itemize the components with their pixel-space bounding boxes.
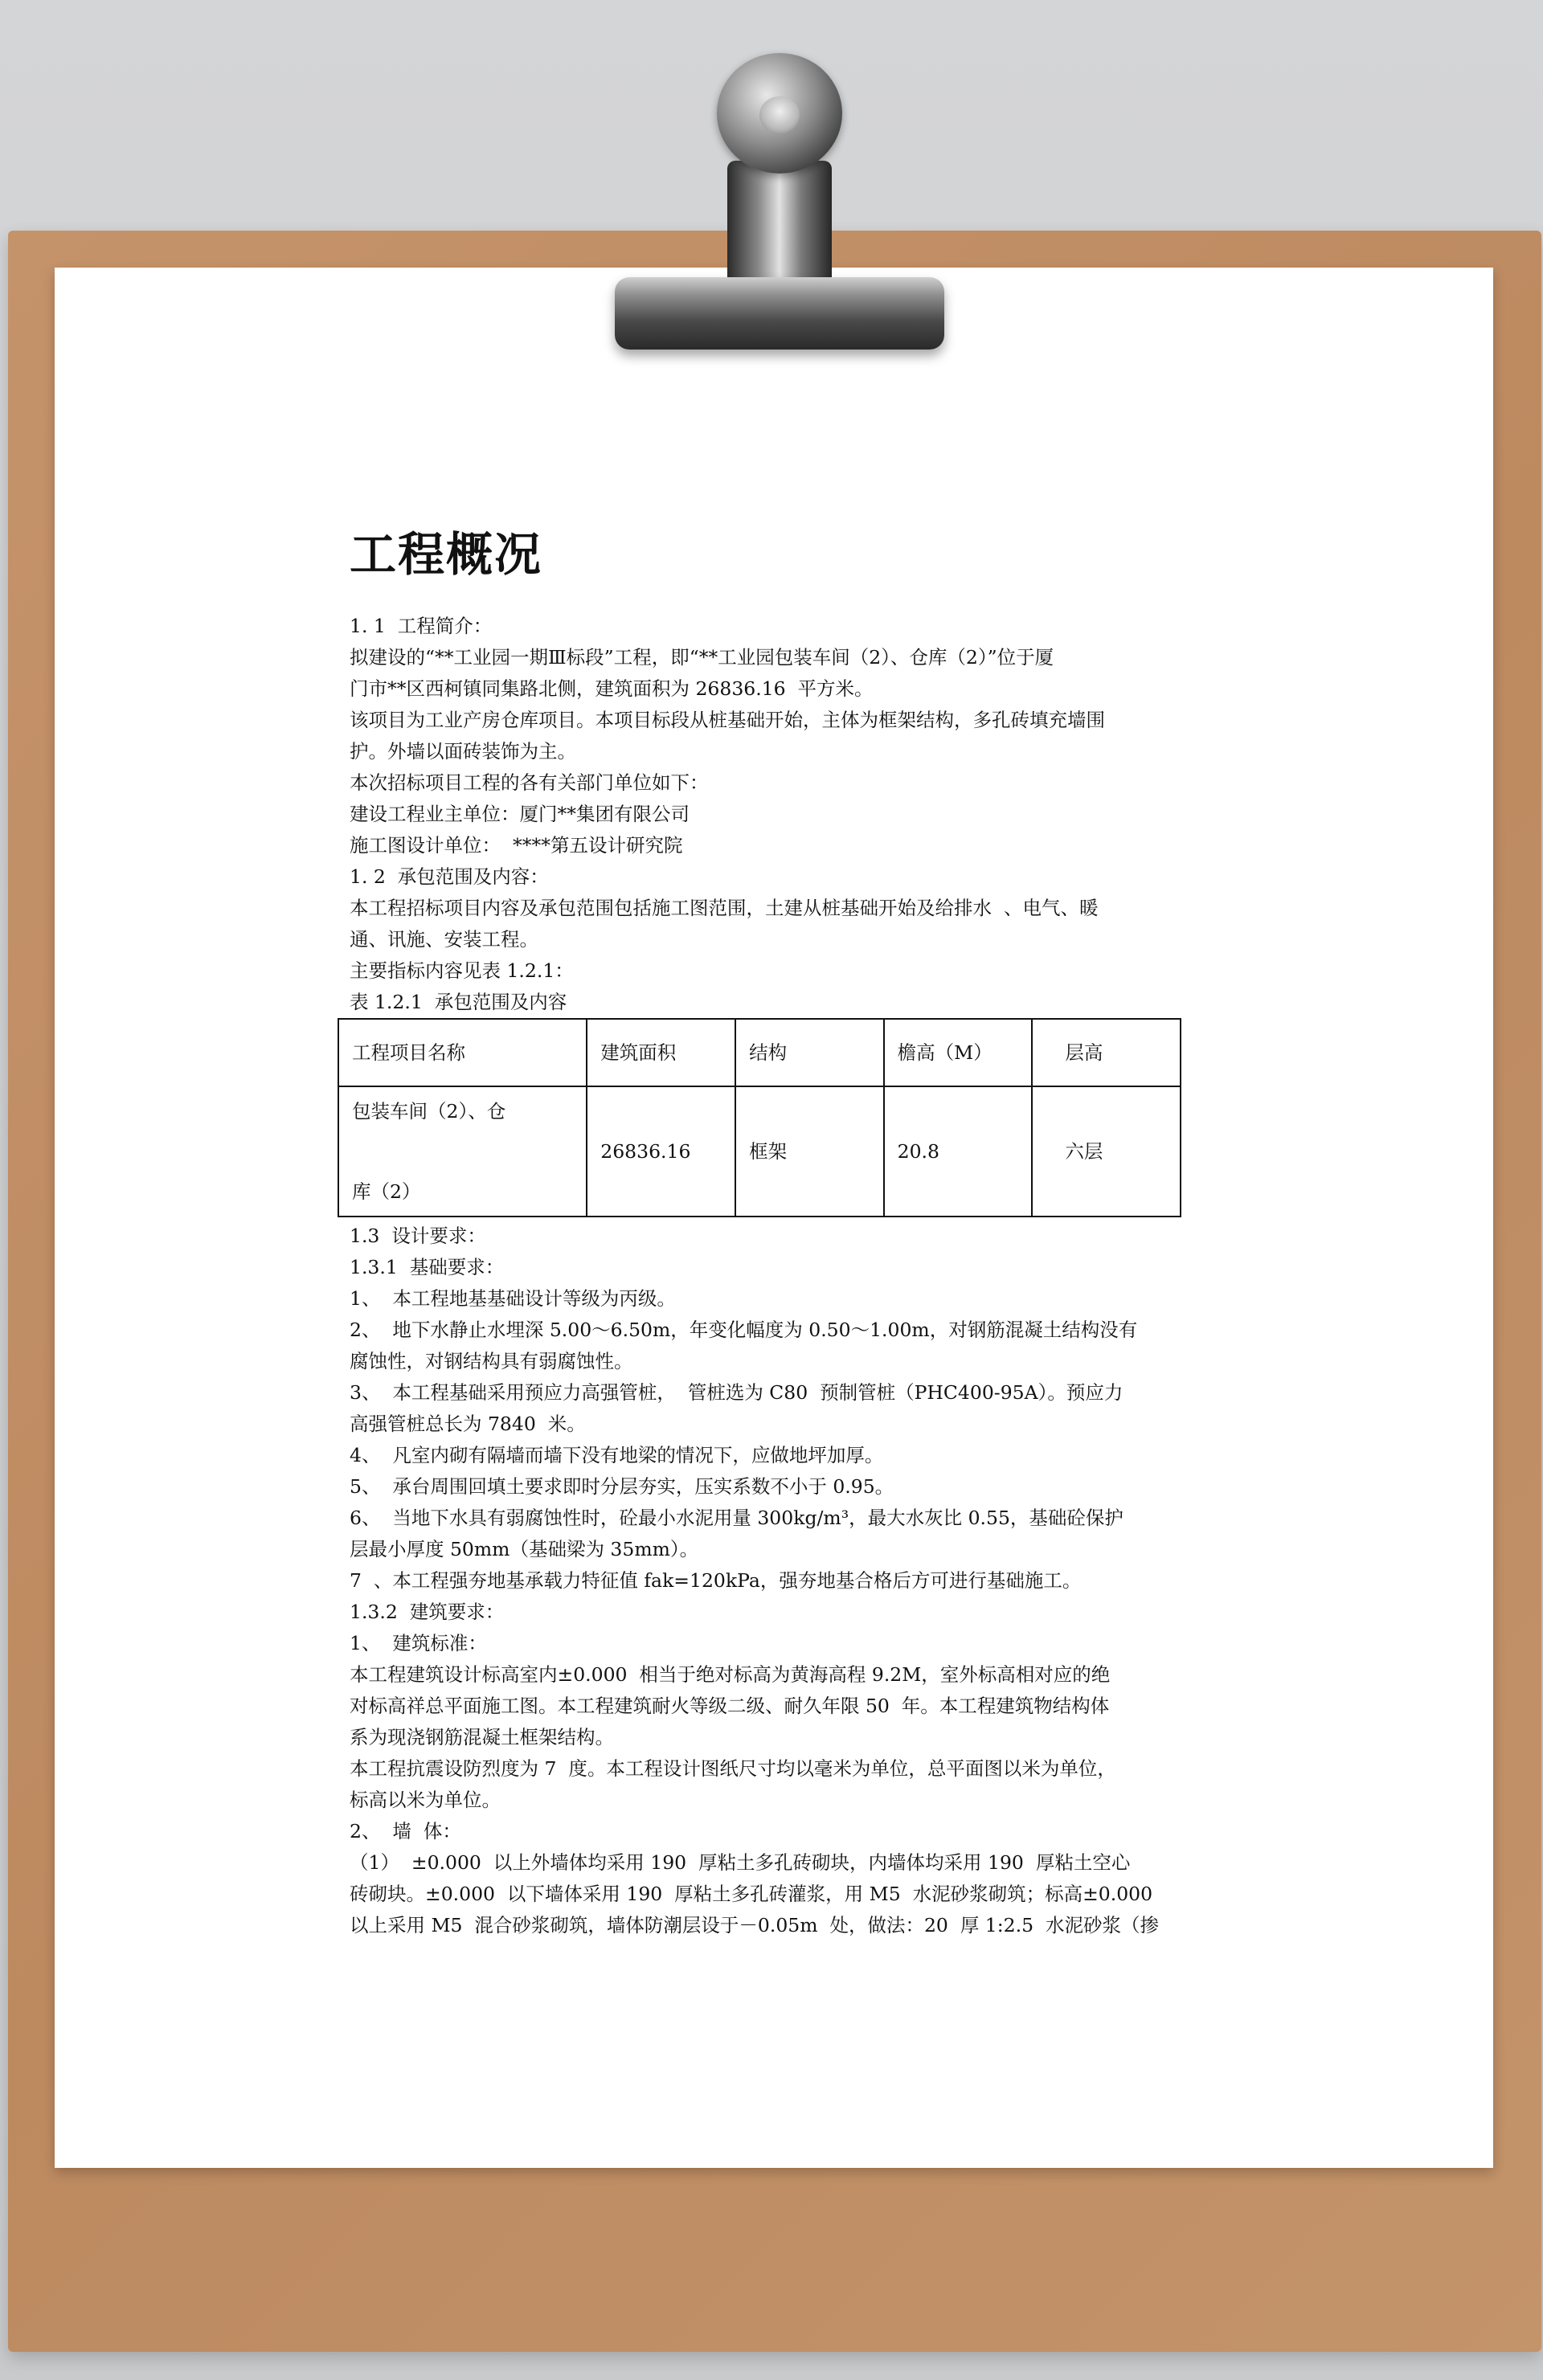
text-line: 护。外墙以面砖装饰为主。 [350, 740, 576, 763]
text-line: 4、 凡室内砌有隔墙而墙下没有地梁的情况下，应做地坪加厚。 [350, 1444, 884, 1466]
text-line: 本工程招标项目内容及承包范围包括施工图范围，土建从桩基础开始及给排水 、电气、暖 [350, 897, 1099, 919]
text-line: 1.3 设计要求： [350, 1225, 486, 1247]
text-line: 施工图设计单位： ****第五设计研究院 [350, 834, 683, 857]
name-line: 包装车间（2）、仓 [352, 1100, 506, 1123]
text-line: 主要指标内容见表 1.2.1： [350, 959, 574, 982]
document-body [350, 522, 1193, 1941]
text-line: 1、 建筑标准： [350, 1632, 487, 1654]
section-before-table [350, 611, 1193, 1018]
clip-base [615, 277, 944, 350]
table-cell-area: 26836.16 [587, 1086, 735, 1217]
text-line: 以上采用 M5 混合砂浆砌筑，墙体防潮层设于－0.05m 处，做法：20 厚 1:2.5 水泥砂浆（掺 [350, 1914, 1159, 1936]
text-line: 该项目为工业产房仓库项目。本项目标段从桩基础开始，主体为框架结构，多孔砖填充墙围 [350, 709, 1105, 731]
text-line: 1. 2 承包范围及内容： [350, 865, 549, 888]
table-cell-floors: 六层 [1032, 1086, 1181, 1217]
text-line: 层最小厚度 50mm（基础梁为 35mm）。 [350, 1538, 699, 1560]
text-line: 高强管桩总长为 7840 米。 [350, 1413, 586, 1435]
table-cell-structure: 框架 [735, 1086, 884, 1217]
text-line: 2、 墙 体： [350, 1820, 461, 1842]
table-header-cell: 建筑面积 [587, 1019, 735, 1086]
table-cell-height: 20.8 [884, 1086, 1033, 1217]
scope-table [338, 1018, 1181, 1217]
text-line: 5、 承台周围回填土要求即时分层夯实，压实系数不小于 0.95。 [350, 1475, 894, 1498]
clip-hole [759, 96, 800, 133]
text-line: 1.3.1 基础要求： [350, 1256, 505, 1278]
section-after-table [350, 1221, 1193, 1941]
text-line: 表 1.2.1 承包范围及内容 [350, 991, 567, 1013]
table-header-row [338, 1019, 1181, 1086]
text-line: 砖砌块。±0.000 以下墙体采用 190 厚粘土多孔砖灌浆，用 M5 水泥砂浆砌筑；标高±0.000 [350, 1883, 1153, 1905]
table-row [338, 1086, 1181, 1217]
text-line: 1. 1 工程简介： [350, 615, 493, 637]
clip-neck [727, 161, 832, 285]
text-line: 本工程抗震设防烈度为 7 度。本工程设计图纸尺寸均以毫米为单位，总平面图以米为单位， [350, 1757, 1116, 1780]
text-line: 标高以米为单位。 [350, 1789, 501, 1811]
table-header-cell: 工程项目名称 [338, 1019, 587, 1086]
text-line: 门市**区西柯镇同集路北侧，建筑面积为 26836.16 平方米。 [350, 677, 874, 700]
text-line: 6、 当地下水具有弱腐蚀性时，砼最小水泥用量 300kg/m³，最大水灰比 0.55，基础砼保护 [350, 1507, 1123, 1529]
text-line: 通、讯施、安装工程。 [350, 928, 538, 951]
text-line: 本次招标项目工程的各有关部门单位如下： [350, 771, 709, 794]
text-line: 本工程建筑设计标高室内±0.000 相当于绝对标高为黄海高程 9.2M，室外标高相对应的绝 [350, 1663, 1111, 1686]
table-header-cell: 檐高（M） [884, 1019, 1033, 1086]
text-line: 7 、本工程强夯地基承载力特征值 fak=120kPa，强夯地基合格后方可进行基础施工。 [350, 1569, 1082, 1592]
page-title: 工程概况 [350, 527, 543, 582]
text-line: 1、 本工程地基基础设计等级为丙级。 [350, 1287, 676, 1310]
table-cell-name [338, 1086, 587, 1217]
text-line: 1.3.2 建筑要求： [350, 1601, 505, 1623]
text-line: 腐蚀性，对钢结构具有弱腐蚀性。 [350, 1350, 633, 1372]
table-header-cell: 层高 [1032, 1019, 1181, 1086]
table-header-cell: 结构 [735, 1019, 884, 1086]
text-line: 2、 地下水静止水埋深 5.00～6.50m，年变化幅度为 0.50～1.00m，对钢筋混凝土结构没有 [350, 1319, 1138, 1341]
text-line: 系为现浇钢筋混凝土框架结构。 [350, 1726, 614, 1748]
text-line: 3、 本工程基础采用预应力高强管桩， 管桩选为 C80 预制管桩（PHC400-95A）。预应力 [350, 1381, 1123, 1404]
text-line: 对标高祥总平面施工图。本工程建筑耐火等级二级、耐久年限 50 年。本工程建筑物结构体 [350, 1695, 1110, 1717]
text-line: （1） ±0.000 以上外墙体均采用 190 厚粘土多孔砖砌块，内墙体均采用 190 厚粘土空心 [350, 1851, 1131, 1874]
text-line: 拟建设的“**工业园一期Ⅲ标段”工程，即“**工业园包装车间（2）、仓库（2）”位于厦 [350, 646, 1054, 669]
name-line: 库（2） [352, 1180, 421, 1203]
text-line: 建设工程业主单位：厦门**集团有限公司 [350, 803, 690, 825]
